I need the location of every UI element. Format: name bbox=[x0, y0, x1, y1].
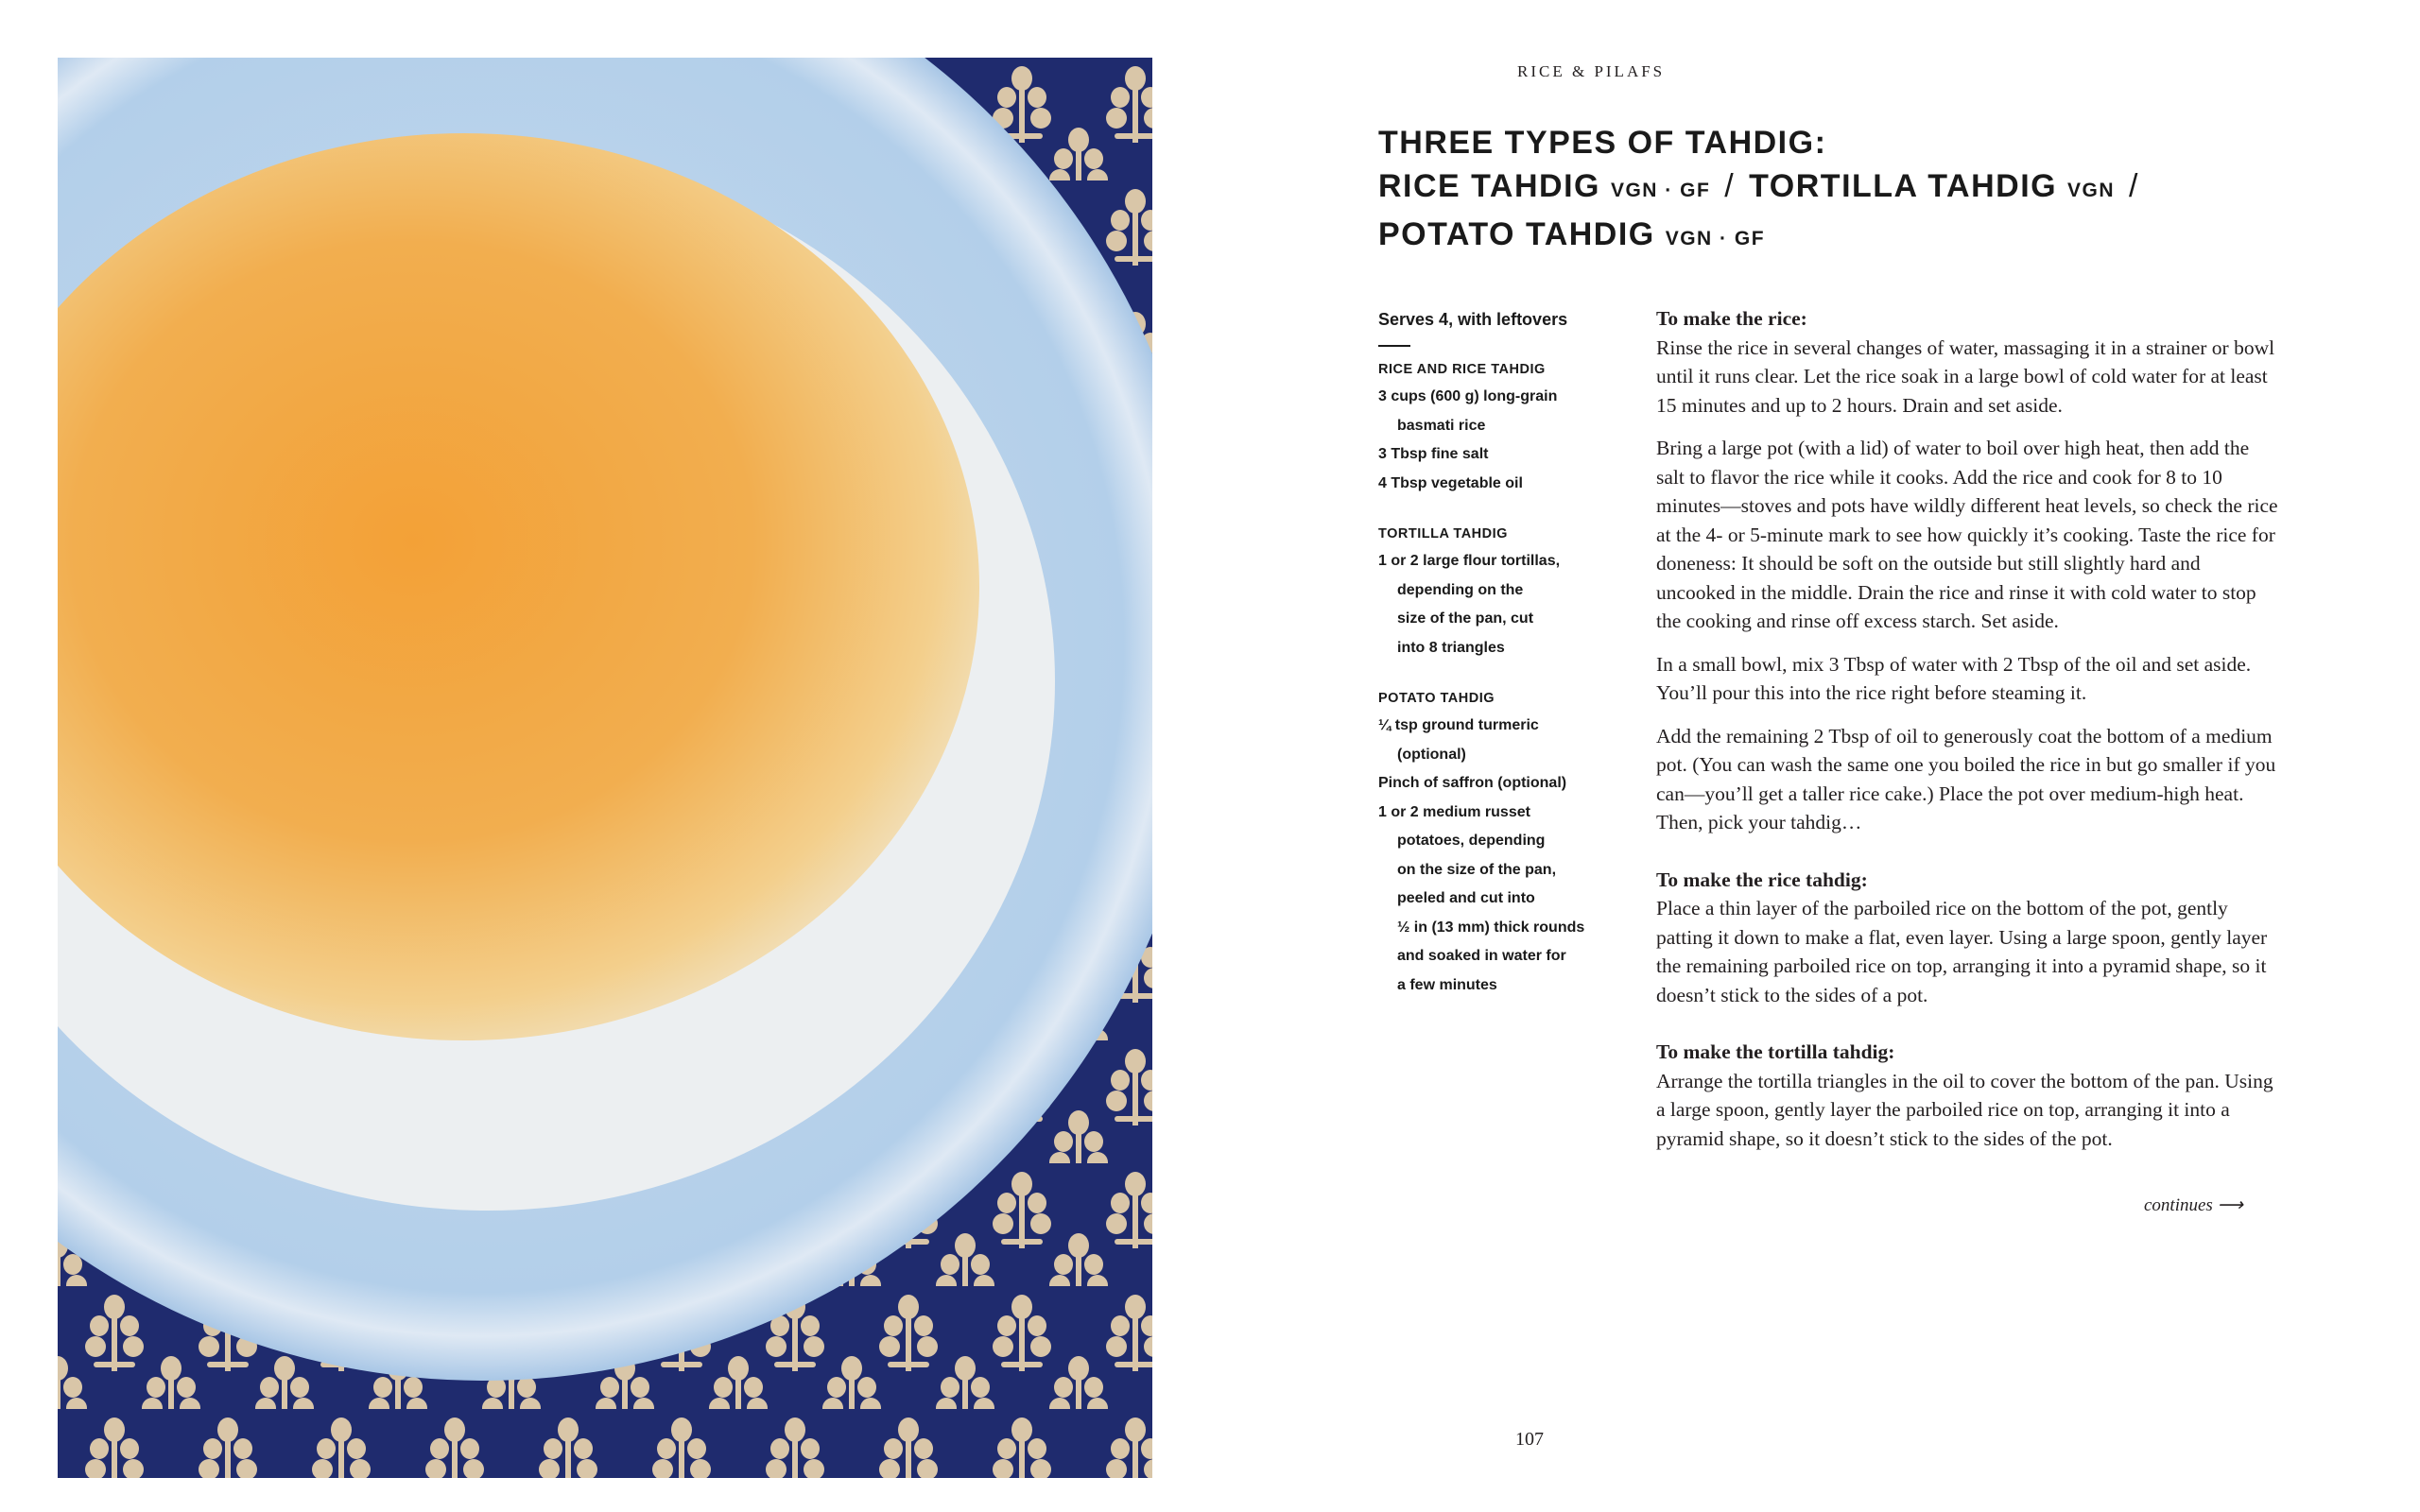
title-rice: RICE TAHDIG bbox=[1378, 168, 1600, 204]
title-line-1: THREE TYPES OF TAHDIG: bbox=[1378, 125, 1827, 161]
method-paragraph: Rinse the rice in several changes of water, massaging it in a strainer or bowl until it runs clear. Let the rice soak in a large bowl of cold water for at least 15 minutes and up to 2 hours. Drain and set aside. bbox=[1656, 335, 2275, 417]
page-number: 107 bbox=[1515, 1429, 1544, 1450]
serves-note: Serves 4, with leftovers bbox=[1378, 310, 1568, 329]
ingredient-line: and soaked in water for bbox=[1397, 948, 1566, 964]
ingredient-line: ¼ tsp ground turmeric bbox=[1378, 717, 1539, 733]
method-paragraph: Add the remaining 2 Tbsp of oil to generously coat the bottom of a medium pot. (You can wash the same one you boiled the rice in but go smaller if you can—you’ll get a taller rice cake.) Place the pot over medium-high heat. Then, pick your tahdig… bbox=[1656, 724, 2276, 833]
ingredient-item bbox=[1378, 712, 1624, 769]
ingredient-item bbox=[1378, 547, 1624, 662]
title-separator: / bbox=[2129, 168, 2139, 204]
ingredient-line: (optional) bbox=[1397, 746, 1466, 763]
ingredient-line: 3 cups (600 g) long-grain bbox=[1378, 388, 1558, 404]
rice-diet-tag: VGN · GF bbox=[1610, 180, 1711, 201]
method-paragraph: Bring a large pot (with a lid) of water to boil over high heat, then add the salt to flavor the rice while it cooks. Add the rice and cook for 8 to 10 minutes—stoves and pots have wildly different heat levels, so check the rice at the 4- or 5-minute mark to see how quickly it’s cooking. Taste the rice for doneness: It should be soft on the outside but still slightly hard and uncooked in the middle. Drain the rice and rinse it with cold water to stop the cooking and rinse off excess starch. Set aside. bbox=[1656, 437, 2278, 632]
method-heading: To make the tortilla tahdig: bbox=[1656, 1040, 1895, 1063]
ingredient-groups bbox=[1378, 362, 1624, 1000]
ingredient-item bbox=[1378, 440, 1624, 470]
ingredient-group-heading: TORTILLA TAHDIG bbox=[1378, 526, 1508, 541]
ingredient-group-heading: RICE AND RICE TAHDIG bbox=[1378, 362, 1546, 377]
method-heading: To make the rice: bbox=[1656, 307, 1807, 330]
ingredient-line: depending on the bbox=[1397, 581, 1524, 598]
ingredient-line: a few minutes bbox=[1397, 976, 1497, 993]
method-heading: To make the rice tahdig: bbox=[1656, 868, 1868, 891]
ingredient-group bbox=[1378, 362, 1624, 498]
ingredient-line: 3 Tbsp fine salt bbox=[1378, 446, 1489, 462]
title-potato: POTATO TAHDIG bbox=[1378, 216, 1655, 252]
method-paragraph: In a small bowl, mix 3 Tbsp of water with 2 Tbsp of the oil and set aside. You’ll pour this into the rice right before steaming it. bbox=[1656, 652, 2252, 704]
tahdig-photo-illustration bbox=[58, 58, 1152, 1478]
ingredient-line: peeled and cut into bbox=[1397, 890, 1535, 906]
recipe-title bbox=[1378, 121, 2305, 261]
ingredient-line: 4 Tbsp vegetable oil bbox=[1378, 474, 1523, 491]
ingredient-line: Pinch of saffron (optional) bbox=[1378, 775, 1567, 791]
ingredient-line: on the size of the pan, bbox=[1397, 861, 1557, 878]
ingredient-item bbox=[1378, 383, 1624, 440]
title-separator: / bbox=[1724, 168, 1736, 204]
ingredient-item bbox=[1378, 769, 1624, 799]
continues-link: continues ⟶ bbox=[2144, 1195, 2243, 1215]
tortilla-diet-tag: VGN bbox=[2067, 180, 2116, 201]
ingredient-line: ½ in (13 mm) thick rounds bbox=[1397, 919, 1585, 936]
ingredient-line: potatoes, depending bbox=[1397, 833, 1546, 849]
ingredient-line: 1 or 2 large flour tortillas, bbox=[1378, 553, 1561, 569]
method-tortilla-tahdig bbox=[1656, 1038, 2280, 1153]
ingredient-group-heading: POTATO TAHDIG bbox=[1378, 691, 1495, 706]
method-rice-tahdig bbox=[1656, 866, 2280, 1010]
method-paragraph: Place a thin layer of the parboiled rice on the bottom of the pot, gently patting it down to make a flat, even layer. Using a large spoon, gently layer the remaining parboiled rice on top, arranging it into a pyramid shape, so it doesn’t stick to the sides of a pot. bbox=[1656, 897, 2268, 1006]
ingredient-line: into 8 triangles bbox=[1397, 639, 1505, 656]
ingredient-group bbox=[1378, 691, 1624, 1000]
tahdig-photo bbox=[58, 58, 1152, 1478]
method-paragraph: Arrange the tortilla triangles in the oil to cover the bottom of the pan. Using a large spoon, gently layer the parboiled rice on top, arranging it into a pyramid shape, so it doesn’t stick to the sides of the pot. bbox=[1656, 1069, 2273, 1150]
method-rice bbox=[1656, 304, 2280, 837]
ingredient-line: size of the pan, cut bbox=[1397, 610, 1534, 627]
ingredient-item bbox=[1378, 799, 1624, 1001]
ingredients-column bbox=[1378, 307, 1624, 1028]
ingredient-line: 1 or 2 medium russet bbox=[1378, 803, 1530, 820]
method-column bbox=[1656, 304, 2280, 1181]
ingredient-line: basmati rice bbox=[1397, 417, 1486, 434]
section-header: RICE & PILAFS bbox=[1517, 62, 1666, 80]
title-tortilla: TORTILLA TAHDIG bbox=[1749, 168, 2058, 204]
divider bbox=[1378, 345, 1410, 347]
ingredient-group bbox=[1378, 526, 1624, 662]
ingredient-item bbox=[1378, 470, 1624, 499]
potato-diet-tag: VGN · GF bbox=[1665, 228, 1766, 249]
